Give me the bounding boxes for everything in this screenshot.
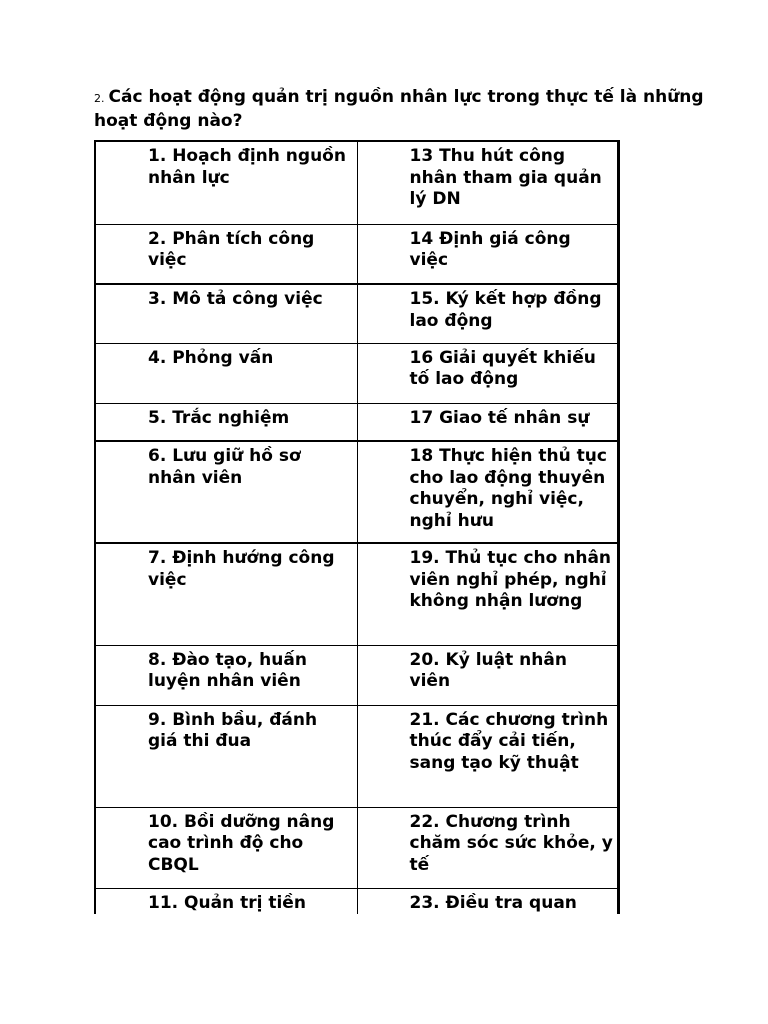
question-text: Các hoạt động quản trị nguồn nhân lực trong thực tế là những hoạt động nào? xyxy=(94,87,704,131)
table-row xyxy=(96,705,617,807)
table-row xyxy=(96,224,617,284)
table-row xyxy=(96,543,617,645)
activity-cell-left: 4. Phỏng vấn xyxy=(96,343,357,403)
table-row xyxy=(96,403,617,441)
activity-cell-right: 23. Điều tra quan xyxy=(357,888,617,914)
activities-table xyxy=(94,140,620,914)
activity-cell-right: 19. Thủ tục cho nhân viên nghỉ phép, nghỉ không nhận lương xyxy=(357,543,617,645)
table-row xyxy=(96,807,617,888)
activity-cell-right: 21. Các chương trình thúc đẩy cải tiến, sang tạo kỹ thuật xyxy=(357,705,617,807)
question-number: 2. xyxy=(94,92,105,105)
table-row xyxy=(96,284,617,343)
activity-cell-left: 2. Phân tích công việc xyxy=(96,224,357,284)
activity-cell-right: 18 Thực hiện thủ tục cho lao động thuyên chuyển, nghỉ việc, nghỉ hưu xyxy=(357,441,617,543)
table-row xyxy=(96,142,617,224)
activity-cell-left: 7. Định hướng công việc xyxy=(96,543,357,645)
activity-cell-left: 5. Trắc nghiệm xyxy=(96,403,357,441)
activity-cell-left: 10. Bồi dưỡng nâng cao trình độ cho CBQL xyxy=(96,807,357,888)
activity-cell-left: 8. Đào tạo, huấn luyện nhân viên xyxy=(96,645,357,705)
activities-table-body xyxy=(96,142,617,914)
activity-cell-right: 13 Thu hút công nhân tham gia quản lý DN xyxy=(357,142,617,224)
activity-cell-right: 17 Giao tế nhân sự xyxy=(357,403,617,441)
activity-cell-left: 1. Hoạch định nguồn nhân lực xyxy=(96,142,357,224)
activity-cell-right: 16 Giải quyết khiếu tố lao động xyxy=(357,343,617,403)
activity-cell-right: 22. Chương trình chăm sóc sức khỏe, y tế xyxy=(357,807,617,888)
question-heading xyxy=(94,86,714,132)
activity-cell-right: 20. Kỷ luật nhân viên xyxy=(357,645,617,705)
activity-cell-right: 15. Ký kết hợp đồng lao động xyxy=(357,284,617,343)
activity-cell-right: 14 Định giá công việc xyxy=(357,224,617,284)
activity-cell-left: 3. Mô tả công việc xyxy=(96,284,357,343)
table-row xyxy=(96,343,617,403)
activity-cell-left: 9. Bình bầu, đánh giá thi đua xyxy=(96,705,357,807)
table-row xyxy=(96,645,617,705)
activity-cell-left: 11. Quản trị tiền xyxy=(96,888,357,914)
table-row xyxy=(96,888,617,914)
table-row xyxy=(96,441,617,543)
activity-cell-left: 6. Lưu giữ hồ sơ nhân viên xyxy=(96,441,357,543)
